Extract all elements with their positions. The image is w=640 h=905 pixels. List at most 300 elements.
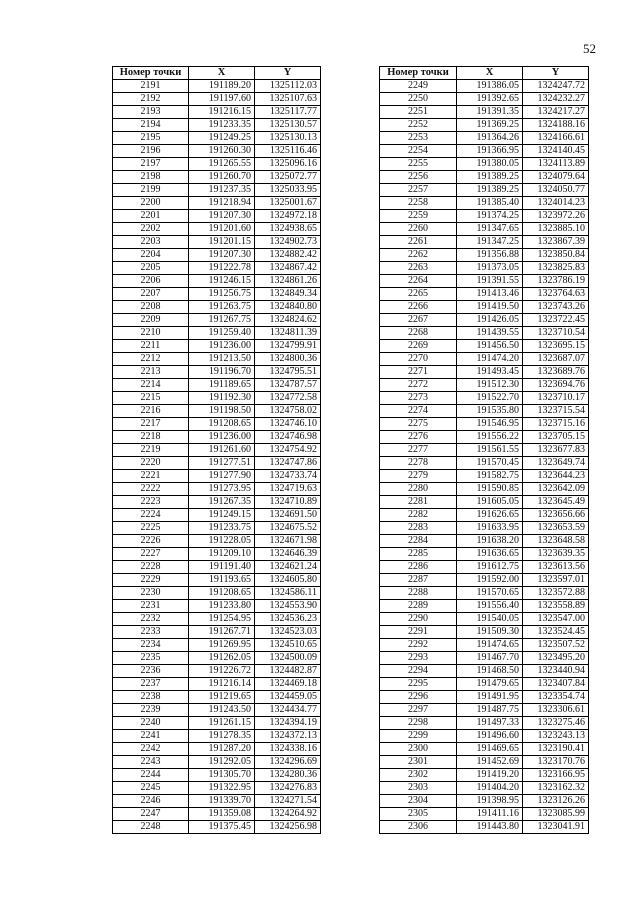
y-coordinate-cell: 1324586.11 bbox=[255, 587, 321, 600]
table-row bbox=[113, 340, 321, 353]
point-number-cell: 2221 bbox=[113, 470, 189, 483]
table-row bbox=[113, 704, 321, 717]
point-number-cell: 2300 bbox=[380, 743, 457, 756]
point-number-cell: 2266 bbox=[380, 301, 457, 314]
y-coordinate-cell: 1324523.03 bbox=[255, 626, 321, 639]
x-coordinate-cell: 191267.75 bbox=[189, 314, 255, 327]
y-coordinate-cell: 1323407.84 bbox=[523, 678, 589, 691]
table-row bbox=[113, 80, 321, 93]
table-row bbox=[113, 613, 321, 626]
x-coordinate-cell: 191236.00 bbox=[189, 431, 255, 444]
table-row bbox=[113, 730, 321, 743]
x-coordinate-cell: 191546.95 bbox=[457, 418, 523, 431]
y-coordinate-cell: 1323041.91 bbox=[523, 821, 589, 834]
y-coordinate-cell: 1323764.63 bbox=[523, 288, 589, 301]
table-row bbox=[380, 457, 589, 470]
x-coordinate-cell: 191364.26 bbox=[457, 132, 523, 145]
point-number-cell: 2245 bbox=[113, 782, 189, 795]
x-coordinate-cell: 191339.70 bbox=[189, 795, 255, 808]
y-coordinate-cell: 1323642.09 bbox=[523, 483, 589, 496]
point-number-cell: 2236 bbox=[113, 665, 189, 678]
point-number-cell: 2273 bbox=[380, 392, 457, 405]
point-number-cell: 2267 bbox=[380, 314, 457, 327]
table-row bbox=[380, 405, 589, 418]
point-number-cell: 2269 bbox=[380, 340, 457, 353]
x-coordinate-cell: 191273.95 bbox=[189, 483, 255, 496]
table-row bbox=[380, 808, 589, 821]
x-coordinate-cell: 191233.80 bbox=[189, 600, 255, 613]
x-coordinate-cell: 191487.75 bbox=[457, 704, 523, 717]
point-number-cell: 2285 bbox=[380, 548, 457, 561]
table-row bbox=[113, 574, 321, 587]
point-number-cell: 2198 bbox=[113, 171, 189, 184]
y-coordinate-cell: 1324902.73 bbox=[255, 236, 321, 249]
table-row bbox=[380, 431, 589, 444]
point-number-cell: 2226 bbox=[113, 535, 189, 548]
y-coordinate-cell: 1324014.23 bbox=[523, 197, 589, 210]
x-coordinate-cell: 191261.15 bbox=[189, 717, 255, 730]
y-coordinate-cell: 1324675.52 bbox=[255, 522, 321, 535]
header-point-number: Номер точки bbox=[113, 67, 189, 80]
x-coordinate-cell: 191347.65 bbox=[457, 223, 523, 236]
point-number-cell: 2291 bbox=[380, 626, 457, 639]
x-coordinate-cell: 191191.40 bbox=[189, 561, 255, 574]
x-coordinate-cell: 191213.50 bbox=[189, 353, 255, 366]
x-coordinate-cell: 191192.30 bbox=[189, 392, 255, 405]
table-row bbox=[113, 756, 321, 769]
x-coordinate-cell: 191201.15 bbox=[189, 236, 255, 249]
table-row bbox=[380, 223, 589, 236]
x-coordinate-cell: 191259.40 bbox=[189, 327, 255, 340]
y-coordinate-cell: 1323715.16 bbox=[523, 418, 589, 431]
point-number-cell: 2265 bbox=[380, 288, 457, 301]
point-number-cell: 2215 bbox=[113, 392, 189, 405]
point-number-cell: 2253 bbox=[380, 132, 457, 145]
x-coordinate-cell: 191389.25 bbox=[457, 184, 523, 197]
point-number-cell: 2240 bbox=[113, 717, 189, 730]
y-coordinate-cell: 1324710.89 bbox=[255, 496, 321, 509]
y-coordinate-cell: 1325116.46 bbox=[255, 145, 321, 158]
x-coordinate-cell: 191386.05 bbox=[457, 80, 523, 93]
y-coordinate-cell: 1324510.65 bbox=[255, 639, 321, 652]
table-row bbox=[380, 249, 589, 262]
y-coordinate-cell: 1323705.15 bbox=[523, 431, 589, 444]
point-number-cell: 2194 bbox=[113, 119, 189, 132]
y-coordinate-cell: 1324754.92 bbox=[255, 444, 321, 457]
table-row bbox=[380, 730, 589, 743]
table-row bbox=[113, 262, 321, 275]
x-coordinate-cell: 191189.20 bbox=[189, 80, 255, 93]
y-coordinate-cell: 1323677.83 bbox=[523, 444, 589, 457]
point-number-cell: 2204 bbox=[113, 249, 189, 262]
table-row bbox=[380, 639, 589, 652]
x-coordinate-cell: 191322.95 bbox=[189, 782, 255, 795]
point-number-cell: 2234 bbox=[113, 639, 189, 652]
table-row bbox=[113, 639, 321, 652]
y-coordinate-cell: 1324861.26 bbox=[255, 275, 321, 288]
header-point-number: Номер точки bbox=[380, 67, 457, 80]
x-coordinate-cell: 191392.65 bbox=[457, 93, 523, 106]
y-coordinate-cell: 1325096.16 bbox=[255, 158, 321, 171]
y-coordinate-cell: 1323085.99 bbox=[523, 808, 589, 821]
table-row bbox=[380, 236, 589, 249]
x-coordinate-cell: 191369.25 bbox=[457, 119, 523, 132]
y-coordinate-cell: 1325107.63 bbox=[255, 93, 321, 106]
table-row bbox=[113, 535, 321, 548]
table-row bbox=[380, 522, 589, 535]
x-coordinate-cell: 191491.95 bbox=[457, 691, 523, 704]
y-coordinate-cell: 1324232.27 bbox=[523, 93, 589, 106]
x-coordinate-cell: 191233.75 bbox=[189, 522, 255, 535]
point-number-cell: 2290 bbox=[380, 613, 457, 626]
table-row bbox=[113, 457, 321, 470]
table-row bbox=[113, 444, 321, 457]
table-row bbox=[380, 691, 589, 704]
table-row bbox=[113, 782, 321, 795]
table-row bbox=[380, 314, 589, 327]
y-coordinate-cell: 1323850.84 bbox=[523, 249, 589, 262]
table-row bbox=[113, 509, 321, 522]
x-coordinate-cell: 191201.60 bbox=[189, 223, 255, 236]
y-coordinate-cell: 1323743.26 bbox=[523, 301, 589, 314]
point-number-cell: 2295 bbox=[380, 678, 457, 691]
y-coordinate-cell: 1324217.27 bbox=[523, 106, 589, 119]
x-coordinate-cell: 191228.05 bbox=[189, 535, 255, 548]
y-coordinate-cell: 1324264.92 bbox=[255, 808, 321, 821]
y-coordinate-cell: 1323190.41 bbox=[523, 743, 589, 756]
y-coordinate-cell: 1324811.39 bbox=[255, 327, 321, 340]
table-row bbox=[113, 483, 321, 496]
y-coordinate-cell: 1323710.17 bbox=[523, 392, 589, 405]
table-row bbox=[380, 743, 589, 756]
table-row bbox=[380, 327, 589, 340]
table-row bbox=[113, 288, 321, 301]
x-coordinate-cell: 191267.35 bbox=[189, 496, 255, 509]
x-coordinate-cell: 191305.70 bbox=[189, 769, 255, 782]
table-row bbox=[113, 470, 321, 483]
y-coordinate-cell: 1323524.45 bbox=[523, 626, 589, 639]
point-number-cell: 2260 bbox=[380, 223, 457, 236]
x-coordinate-cell: 191262.05 bbox=[189, 652, 255, 665]
point-number-cell: 2192 bbox=[113, 93, 189, 106]
x-coordinate-cell: 191236.00 bbox=[189, 340, 255, 353]
table-row bbox=[380, 171, 589, 184]
point-number-cell: 2246 bbox=[113, 795, 189, 808]
table-row bbox=[113, 106, 321, 119]
table-row bbox=[380, 340, 589, 353]
x-coordinate-cell: 191509.30 bbox=[457, 626, 523, 639]
table-row bbox=[380, 574, 589, 587]
x-coordinate-cell: 191419.50 bbox=[457, 301, 523, 314]
table-row bbox=[380, 275, 589, 288]
table-row bbox=[380, 587, 589, 600]
y-coordinate-cell: 1323613.56 bbox=[523, 561, 589, 574]
table-row bbox=[113, 795, 321, 808]
page-number: 52 bbox=[583, 41, 596, 56]
x-coordinate-cell: 191243.50 bbox=[189, 704, 255, 717]
x-coordinate-cell: 191373.05 bbox=[457, 262, 523, 275]
table-row bbox=[113, 717, 321, 730]
table-row bbox=[380, 379, 589, 392]
point-number-cell: 2233 bbox=[113, 626, 189, 639]
x-coordinate-cell: 191237.35 bbox=[189, 184, 255, 197]
y-coordinate-cell: 1324746.98 bbox=[255, 431, 321, 444]
y-coordinate-cell: 1323507.52 bbox=[523, 639, 589, 652]
x-coordinate-cell: 191269.95 bbox=[189, 639, 255, 652]
point-number-cell: 2252 bbox=[380, 119, 457, 132]
point-number-cell: 2304 bbox=[380, 795, 457, 808]
point-number-cell: 2259 bbox=[380, 210, 457, 223]
y-coordinate-cell: 1323243.13 bbox=[523, 730, 589, 743]
point-number-cell: 2200 bbox=[113, 197, 189, 210]
point-number-cell: 2280 bbox=[380, 483, 457, 496]
table-row bbox=[113, 548, 321, 561]
y-coordinate-cell: 1323885.10 bbox=[523, 223, 589, 236]
table-row bbox=[380, 795, 589, 808]
y-coordinate-cell: 1323649.74 bbox=[523, 457, 589, 470]
table-row bbox=[380, 613, 589, 626]
point-number-cell: 2210 bbox=[113, 327, 189, 340]
header-x: X bbox=[457, 67, 523, 80]
point-number-cell: 2239 bbox=[113, 704, 189, 717]
y-coordinate-cell: 1324795.51 bbox=[255, 366, 321, 379]
x-coordinate-cell: 191469.65 bbox=[457, 743, 523, 756]
point-number-cell: 2242 bbox=[113, 743, 189, 756]
point-number-cell: 2288 bbox=[380, 587, 457, 600]
point-number-cell: 2254 bbox=[380, 145, 457, 158]
table-row bbox=[380, 704, 589, 717]
table-row bbox=[113, 587, 321, 600]
x-coordinate-cell: 191374.25 bbox=[457, 210, 523, 223]
header-x: X bbox=[189, 67, 255, 80]
y-coordinate-cell: 1323653.59 bbox=[523, 522, 589, 535]
point-number-cell: 2276 bbox=[380, 431, 457, 444]
point-number-cell: 2258 bbox=[380, 197, 457, 210]
table-row bbox=[113, 522, 321, 535]
y-coordinate-cell: 1324247.72 bbox=[523, 80, 589, 93]
point-number-cell: 2201 bbox=[113, 210, 189, 223]
x-coordinate-cell: 191411.16 bbox=[457, 808, 523, 821]
table-row bbox=[113, 210, 321, 223]
point-number-cell: 2220 bbox=[113, 457, 189, 470]
x-coordinate-cell: 191222.78 bbox=[189, 262, 255, 275]
x-coordinate-cell: 191287.20 bbox=[189, 743, 255, 756]
x-coordinate-cell: 191277.51 bbox=[189, 457, 255, 470]
y-coordinate-cell: 1324276.83 bbox=[255, 782, 321, 795]
x-coordinate-cell: 191493.45 bbox=[457, 366, 523, 379]
table-row bbox=[380, 184, 589, 197]
table-row bbox=[380, 119, 589, 132]
point-number-cell: 2202 bbox=[113, 223, 189, 236]
x-coordinate-cell: 191216.14 bbox=[189, 678, 255, 691]
point-number-cell: 2224 bbox=[113, 509, 189, 522]
point-number-cell: 2284 bbox=[380, 535, 457, 548]
point-number-cell: 2287 bbox=[380, 574, 457, 587]
table-header-row bbox=[113, 67, 321, 80]
y-coordinate-cell: 1323597.01 bbox=[523, 574, 589, 587]
x-coordinate-cell: 191219.65 bbox=[189, 691, 255, 704]
y-coordinate-cell: 1325130.57 bbox=[255, 119, 321, 132]
point-number-cell: 2251 bbox=[380, 106, 457, 119]
point-number-cell: 2228 bbox=[113, 561, 189, 574]
x-coordinate-cell: 191626.65 bbox=[457, 509, 523, 522]
table-row bbox=[113, 275, 321, 288]
table-row bbox=[113, 158, 321, 171]
x-coordinate-cell: 191540.05 bbox=[457, 613, 523, 626]
x-coordinate-cell: 191249.25 bbox=[189, 132, 255, 145]
x-coordinate-cell: 191218.94 bbox=[189, 197, 255, 210]
x-coordinate-cell: 191570.45 bbox=[457, 457, 523, 470]
x-coordinate-cell: 191385.40 bbox=[457, 197, 523, 210]
x-coordinate-cell: 191590.85 bbox=[457, 483, 523, 496]
y-coordinate-cell: 1325130.13 bbox=[255, 132, 321, 145]
x-coordinate-cell: 191474.65 bbox=[457, 639, 523, 652]
y-coordinate-cell: 1323786.19 bbox=[523, 275, 589, 288]
point-number-cell: 2302 bbox=[380, 769, 457, 782]
y-coordinate-cell: 1324824.62 bbox=[255, 314, 321, 327]
point-number-cell: 2243 bbox=[113, 756, 189, 769]
x-coordinate-cell: 191209.10 bbox=[189, 548, 255, 561]
coordinates-table-right-body bbox=[380, 80, 589, 834]
table-row bbox=[380, 483, 589, 496]
x-coordinate-cell: 191467.70 bbox=[457, 652, 523, 665]
y-coordinate-cell: 1324296.69 bbox=[255, 756, 321, 769]
x-coordinate-cell: 191592.00 bbox=[457, 574, 523, 587]
table-row bbox=[113, 743, 321, 756]
x-coordinate-cell: 191197.60 bbox=[189, 93, 255, 106]
y-coordinate-cell: 1324671.98 bbox=[255, 535, 321, 548]
y-coordinate-cell: 1324882.42 bbox=[255, 249, 321, 262]
x-coordinate-cell: 191391.35 bbox=[457, 106, 523, 119]
y-coordinate-cell: 1324799.91 bbox=[255, 340, 321, 353]
table-row bbox=[380, 509, 589, 522]
x-coordinate-cell: 191249.15 bbox=[189, 509, 255, 522]
y-coordinate-cell: 1324691.50 bbox=[255, 509, 321, 522]
x-coordinate-cell: 191522.70 bbox=[457, 392, 523, 405]
y-coordinate-cell: 1324280.36 bbox=[255, 769, 321, 782]
point-number-cell: 2241 bbox=[113, 730, 189, 743]
point-number-cell: 2225 bbox=[113, 522, 189, 535]
table-row bbox=[380, 717, 589, 730]
table-row bbox=[380, 262, 589, 275]
point-number-cell: 2306 bbox=[380, 821, 457, 834]
table-row bbox=[113, 366, 321, 379]
y-coordinate-cell: 1324500.09 bbox=[255, 652, 321, 665]
point-number-cell: 2261 bbox=[380, 236, 457, 249]
point-number-cell: 2274 bbox=[380, 405, 457, 418]
table-row bbox=[113, 678, 321, 691]
table-row bbox=[380, 600, 589, 613]
y-coordinate-cell: 1324621.24 bbox=[255, 561, 321, 574]
point-number-cell: 2249 bbox=[380, 80, 457, 93]
table-row bbox=[113, 808, 321, 821]
y-coordinate-cell: 1324469.18 bbox=[255, 678, 321, 691]
point-number-cell: 2257 bbox=[380, 184, 457, 197]
y-coordinate-cell: 1325112.03 bbox=[255, 80, 321, 93]
x-coordinate-cell: 191391.55 bbox=[457, 275, 523, 288]
table-row bbox=[380, 496, 589, 509]
table-row bbox=[380, 626, 589, 639]
table-row bbox=[380, 444, 589, 457]
table-row bbox=[380, 561, 589, 574]
point-number-cell: 2298 bbox=[380, 717, 457, 730]
y-coordinate-cell: 1323572.88 bbox=[523, 587, 589, 600]
point-number-cell: 2296 bbox=[380, 691, 457, 704]
x-coordinate-cell: 191398.95 bbox=[457, 795, 523, 808]
point-number-cell: 2303 bbox=[380, 782, 457, 795]
point-number-cell: 2191 bbox=[113, 80, 189, 93]
x-coordinate-cell: 191380.05 bbox=[457, 158, 523, 171]
point-number-cell: 2208 bbox=[113, 301, 189, 314]
table-row bbox=[380, 288, 589, 301]
table-row bbox=[380, 470, 589, 483]
y-coordinate-cell: 1324434.77 bbox=[255, 704, 321, 717]
x-coordinate-cell: 191208.65 bbox=[189, 418, 255, 431]
x-coordinate-cell: 191263.75 bbox=[189, 301, 255, 314]
x-coordinate-cell: 191582.75 bbox=[457, 470, 523, 483]
table-row bbox=[380, 548, 589, 561]
point-number-cell: 2262 bbox=[380, 249, 457, 262]
point-number-cell: 2264 bbox=[380, 275, 457, 288]
y-coordinate-cell: 1323306.61 bbox=[523, 704, 589, 717]
point-number-cell: 2212 bbox=[113, 353, 189, 366]
table-row bbox=[113, 821, 321, 834]
table-row bbox=[380, 418, 589, 431]
x-coordinate-cell: 191413.46 bbox=[457, 288, 523, 301]
x-coordinate-cell: 191419.20 bbox=[457, 769, 523, 782]
table-row bbox=[380, 782, 589, 795]
point-number-cell: 2216 bbox=[113, 405, 189, 418]
point-number-cell: 2193 bbox=[113, 106, 189, 119]
table-row bbox=[113, 431, 321, 444]
table-row bbox=[113, 626, 321, 639]
y-coordinate-cell: 1324605.80 bbox=[255, 574, 321, 587]
x-coordinate-cell: 191292.05 bbox=[189, 756, 255, 769]
y-coordinate-cell: 1324867.42 bbox=[255, 262, 321, 275]
point-number-cell: 2209 bbox=[113, 314, 189, 327]
table-row bbox=[380, 301, 589, 314]
point-number-cell: 2227 bbox=[113, 548, 189, 561]
point-number-cell: 2199 bbox=[113, 184, 189, 197]
table-row bbox=[113, 314, 321, 327]
y-coordinate-cell: 1323495.20 bbox=[523, 652, 589, 665]
x-coordinate-cell: 191556.22 bbox=[457, 431, 523, 444]
table-row bbox=[113, 496, 321, 509]
y-coordinate-cell: 1323547.00 bbox=[523, 613, 589, 626]
point-number-cell: 2244 bbox=[113, 769, 189, 782]
table-row bbox=[380, 678, 589, 691]
y-coordinate-cell: 1325072.77 bbox=[255, 171, 321, 184]
table-row bbox=[113, 392, 321, 405]
x-coordinate-cell: 191570.65 bbox=[457, 587, 523, 600]
y-coordinate-cell: 1323639.35 bbox=[523, 548, 589, 561]
x-coordinate-cell: 191535.80 bbox=[457, 405, 523, 418]
x-coordinate-cell: 191636.65 bbox=[457, 548, 523, 561]
y-coordinate-cell: 1323170.76 bbox=[523, 756, 589, 769]
table-row bbox=[380, 145, 589, 158]
point-number-cell: 2197 bbox=[113, 158, 189, 171]
x-coordinate-cell: 191474.20 bbox=[457, 353, 523, 366]
point-number-cell: 2250 bbox=[380, 93, 457, 106]
y-coordinate-cell: 1324758.02 bbox=[255, 405, 321, 418]
point-number-cell: 2270 bbox=[380, 353, 457, 366]
x-coordinate-cell: 191359.08 bbox=[189, 808, 255, 821]
y-coordinate-cell: 1324394.19 bbox=[255, 717, 321, 730]
x-coordinate-cell: 191366.95 bbox=[457, 145, 523, 158]
point-number-cell: 2292 bbox=[380, 639, 457, 652]
point-number-cell: 2222 bbox=[113, 483, 189, 496]
coordinates-table-left-body bbox=[113, 80, 321, 834]
